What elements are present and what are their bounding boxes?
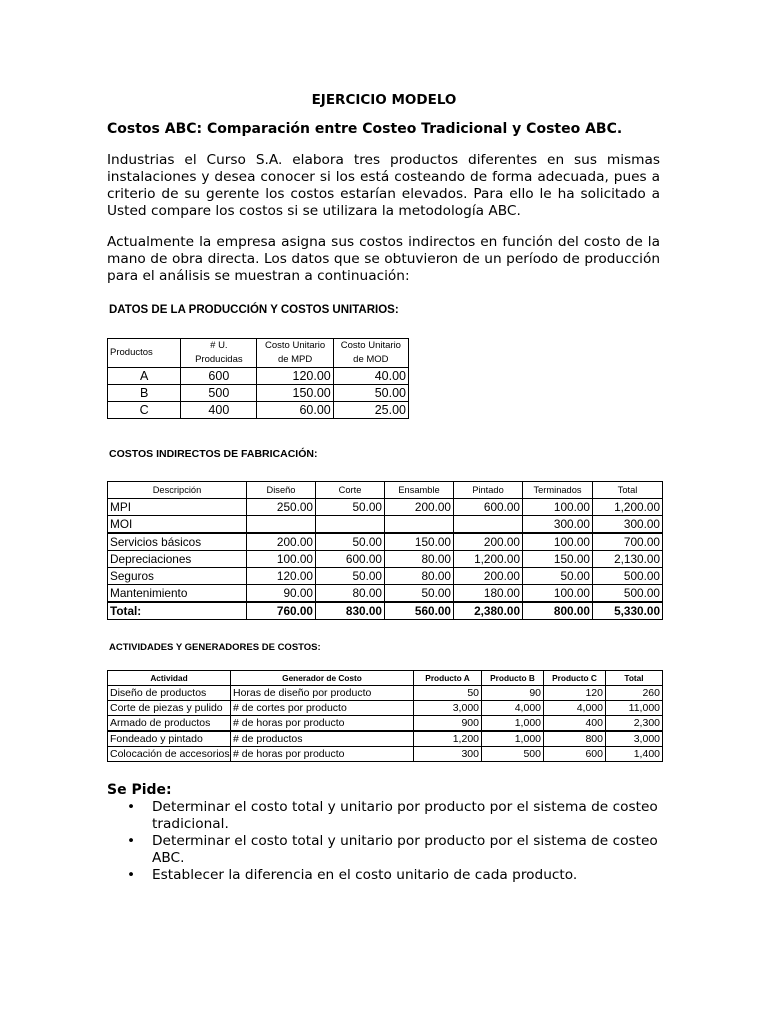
table-cell: 560.00: [385, 602, 454, 620]
requirements-list: [107, 799, 660, 884]
table-cell: C: [108, 402, 181, 419]
table-row: [108, 585, 663, 603]
header-cell: # U.: [181, 339, 257, 354]
table-cell: MOI: [108, 516, 247, 534]
table-row: [108, 731, 663, 747]
table-cell: 200.00: [454, 568, 523, 585]
header-cell: Producidas: [181, 353, 257, 368]
table-cell: 4,000: [482, 701, 544, 716]
table-cell: 90.00: [247, 585, 316, 603]
table-cell: 1,000: [482, 716, 544, 732]
table-row: [108, 568, 663, 585]
header-cell: Producto C: [544, 671, 606, 686]
list-item-text: Establecer la diferencia en el costo unitario de cada producto.: [152, 867, 578, 883]
bullet-icon: •: [127, 799, 136, 815]
table-cell: Horas de diseño por producto: [231, 686, 414, 701]
header-cell: de MOD: [333, 353, 408, 368]
table-cell: 600.00: [316, 551, 385, 568]
header-cell: Total: [606, 671, 663, 686]
table-cell: 300.00: [523, 516, 593, 534]
production-heading: DATOS DE LA PRODUCCIÓN Y COSTOS UNITARIOS:: [109, 304, 399, 316]
table-cell: 50.00: [316, 533, 385, 551]
header-cell: Descripción: [108, 482, 247, 499]
table-cell: Depreciaciones: [108, 551, 247, 568]
table-cell: 500.00: [593, 585, 663, 603]
table-cell: 50.00: [316, 568, 385, 585]
cif-table: [107, 481, 663, 620]
document-subtitle: Costos ABC: Comparación entre Costeo Tradicional y Costeo ABC.: [107, 121, 623, 137]
table-cell: 900: [414, 716, 482, 732]
list-item: [107, 833, 660, 867]
total-row: [108, 602, 663, 620]
table-cell: 5,330.00: [593, 602, 663, 620]
table-cell: A: [108, 368, 181, 385]
table-cell: 4,000: [544, 701, 606, 716]
table-cell: Fondeado y pintado: [108, 731, 231, 747]
list-item: [107, 867, 660, 884]
cif-heading: COSTOS INDIRECTOS DE FABRICACIÓN:: [109, 448, 318, 460]
header-cell: Terminados: [523, 482, 593, 499]
table-cell: [247, 516, 316, 534]
table-row: [108, 516, 663, 534]
table-row: [108, 551, 663, 568]
table-cell: 40.00: [333, 368, 408, 385]
table-cell: 400: [181, 402, 257, 419]
table-cell: Colocación de accesorios: [108, 747, 231, 762]
header-cell: Corte: [316, 482, 385, 499]
table-cell: 1,200: [414, 731, 482, 747]
table-cell: 500: [181, 385, 257, 402]
table-cell: 50.00: [385, 585, 454, 603]
table-cell: 500: [482, 747, 544, 762]
table-cell: # de horas por producto: [231, 716, 414, 732]
table-cell: 100.00: [523, 499, 593, 516]
table-row: [108, 385, 409, 402]
table-cell: 50: [414, 686, 482, 701]
table-cell: Corte de piezas y pulido: [108, 701, 231, 716]
table-cell: MPI: [108, 499, 247, 516]
table-cell: 200.00: [454, 533, 523, 551]
table-cell: 120: [544, 686, 606, 701]
activities-heading: ACTIVIDADES Y GENERADORES DE COSTOS:: [109, 642, 321, 653]
table-cell: 200.00: [385, 499, 454, 516]
table-cell: 120.00: [257, 368, 333, 385]
table-cell: 1,200.00: [454, 551, 523, 568]
header-cell: Diseño: [247, 482, 316, 499]
table-cell: 700.00: [593, 533, 663, 551]
se-pide-heading: Se Pide:: [107, 782, 172, 798]
header-cell: Generador de Costo: [231, 671, 414, 686]
table-cell: 800.00: [523, 602, 593, 620]
table-row: [108, 716, 663, 732]
table-cell: 1,400: [606, 747, 663, 762]
table-row: [108, 747, 663, 762]
table-cell: 1,200.00: [593, 499, 663, 516]
table-cell: 500.00: [593, 568, 663, 585]
list-item: [107, 799, 660, 833]
table-cell: 50.00: [316, 499, 385, 516]
table-row: [108, 701, 663, 716]
table-cell: Seguros: [108, 568, 247, 585]
header-cell: Costo Unitario: [257, 339, 333, 354]
table-cell: 150.00: [385, 533, 454, 551]
table-cell: 150.00: [523, 551, 593, 568]
header-cell: Pintado: [454, 482, 523, 499]
table-cell: 80.00: [385, 568, 454, 585]
table-cell: 760.00: [247, 602, 316, 620]
table-cell: 2,130.00: [593, 551, 663, 568]
table-row: [108, 533, 663, 551]
table-cell: 100.00: [247, 551, 316, 568]
table-cell: Armado de productos: [108, 716, 231, 732]
table-cell: 50.00: [523, 568, 593, 585]
table-cell: 60.00: [257, 402, 333, 419]
table-cell: B: [108, 385, 181, 402]
table-cell: 100.00: [523, 585, 593, 603]
header-cell: Productos: [108, 339, 181, 368]
document-title: EJERCICIO MODELO: [311, 92, 457, 108]
table-cell: 800: [544, 731, 606, 747]
table-row: [108, 499, 663, 516]
table-cell: 50.00: [333, 385, 408, 402]
table-cell: 150.00: [257, 385, 333, 402]
table-cell: 180.00: [454, 585, 523, 603]
header-cell: Ensamble: [385, 482, 454, 499]
table-cell: 90: [482, 686, 544, 701]
table-cell: Diseño de productos: [108, 686, 231, 701]
context-paragraph: Actualmente la empresa asigna sus costos indirectos en función del costo de la mano de obra directa. Los datos que se obtuvieron de un período de producción para el análisis se muestran a continuación:: [107, 234, 660, 284]
table-cell: 100.00: [523, 533, 593, 551]
table-cell: [454, 516, 523, 534]
table-cell: 25.00: [333, 402, 408, 419]
table-cell: 200.00: [247, 533, 316, 551]
intro-paragraph: Industrias el Curso S.A. elabora tres productos diferentes en sus mismas instalaciones y desea conocer si los está costeando de forma adecuada, pues a criterio de su gerente los costos estarían elevados. Para ello le ha solicitado a Usted compare los costos si se utilizara la metodología ABC.: [107, 152, 660, 219]
table-cell: 300: [414, 747, 482, 762]
table-cell: 2,380.00: [454, 602, 523, 620]
table-cell: 250.00: [247, 499, 316, 516]
table-cell: 600.00: [454, 499, 523, 516]
table-row: [108, 368, 409, 385]
table-row: [108, 686, 663, 701]
bullet-icon: •: [127, 867, 136, 883]
table-cell: 600: [181, 368, 257, 385]
table-cell: # de productos: [231, 731, 414, 747]
table-cell: 300.00: [593, 516, 663, 534]
table-cell: 3,000: [606, 731, 663, 747]
header-cell: Total: [593, 482, 663, 499]
header-cell: Costo Unitario: [333, 339, 408, 354]
table-cell: 600: [544, 747, 606, 762]
production-table: [107, 338, 409, 419]
header-cell: Actividad: [108, 671, 231, 686]
table-cell: # de cortes por producto: [231, 701, 414, 716]
table-cell: 80.00: [316, 585, 385, 603]
header-cell: Producto B: [482, 671, 544, 686]
bullet-icon: •: [127, 833, 136, 849]
list-item-text: Determinar el costo total y unitario por producto por el sistema de costeo tradicional.: [152, 799, 658, 832]
table-cell: 11,000: [606, 701, 663, 716]
table-cell: Total:: [108, 602, 247, 620]
table-cell: 2,300: [606, 716, 663, 732]
table-cell: 400: [544, 716, 606, 732]
table-cell: [385, 516, 454, 534]
table-cell: 260: [606, 686, 663, 701]
list-item-text: Determinar el costo total y unitario por producto por el sistema de costeo ABC.: [152, 833, 658, 866]
table-row: [108, 402, 409, 419]
table-cell: 830.00: [316, 602, 385, 620]
table-cell: Mantenimiento: [108, 585, 247, 603]
table-cell: 80.00: [385, 551, 454, 568]
header-cell: de MPD: [257, 353, 333, 368]
table-cell: [316, 516, 385, 534]
header-cell: Producto A: [414, 671, 482, 686]
table-cell: 3,000: [414, 701, 482, 716]
table-cell: 120.00: [247, 568, 316, 585]
table-cell: Servicios básicos: [108, 533, 247, 551]
activities-table: [107, 670, 663, 762]
table-cell: 1,000: [482, 731, 544, 747]
table-cell: # de horas por producto: [231, 747, 414, 762]
